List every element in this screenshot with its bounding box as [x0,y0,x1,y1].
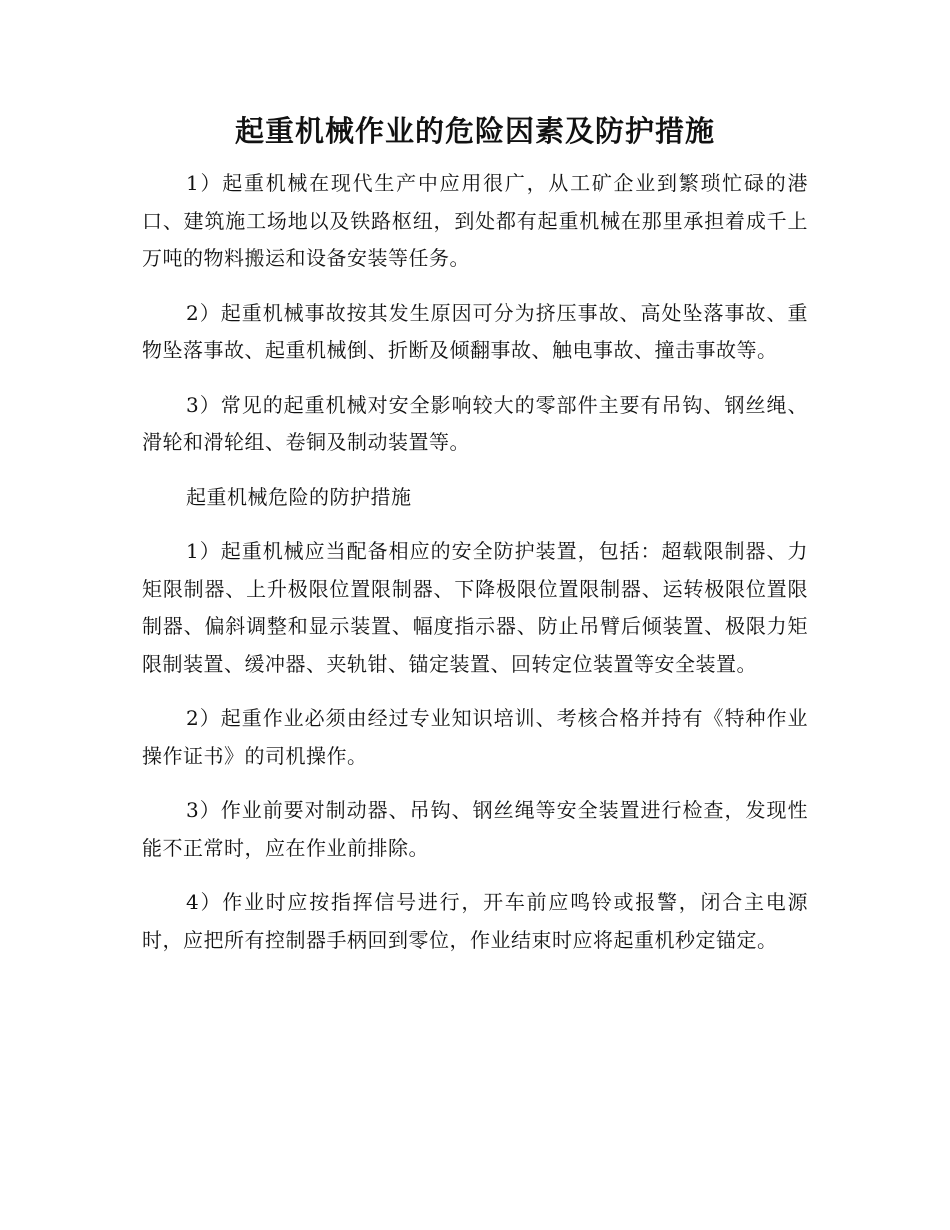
section-heading-protective-measures: 起重机械危险的防护措施 [186,484,412,509]
paragraph-accident-types: 2）起重机械事故按其发生原因可分为挤压事故、高处坠落事故、重物坠落事故、起重机械倒、折断及倾翻事故、触电事故、撞击事故等。 [142,300,808,362]
paragraph-operator-certification: 2）起重作业必须由经过专业知识培训、考核合格并持有《特种作业操作证书》的司机操作。 [142,706,808,768]
paragraph-pre-operation-check: 3）作业前要对制动器、吊钩、钢丝绳等安全装置进行检查，发现性能不正常时，应在作业前排除。 [142,798,808,860]
paragraph-safety-devices: 1）起重机械应当配备相应的安全防护装置，包括：超载限制器、力矩限制器、上升极限位置限制器、下降极限位置限制器、运转极限位置限制器、偏斜调整和显示装置、幅度指示器、防止吊臂后倾装置、极限力矩限制装置、缓冲器、夹轨钳、锚定装置、回转定位装置等安全装置。 [142,539,808,676]
paragraph-intro-usage: 1）起重机械在现代生产中应用很广，从工矿企业到繁琐忙碌的港口、建筑施工场地以及铁路枢纽，到处都有起重机械在那里承担着成千上万吨的物料搬运和设备安装等任务。 [142,171,808,270]
paragraph-operation-rules: 4）作业时应按指挥信号进行，开车前应鸣铃或报警，闭合主电源时，应把所有控制器手柄回到零位，作业结束时应将起重机秒定锚定。 [142,890,808,952]
paragraph-key-components: 3）常见的起重机械对安全影响较大的零部件主要有吊钩、钢丝绳、滑轮和滑轮组、卷铜及制动装置等。 [142,392,808,454]
page-title: 起重机械作业的危险因素及防护措施 [234,114,715,148]
document-body [142,165,808,976]
